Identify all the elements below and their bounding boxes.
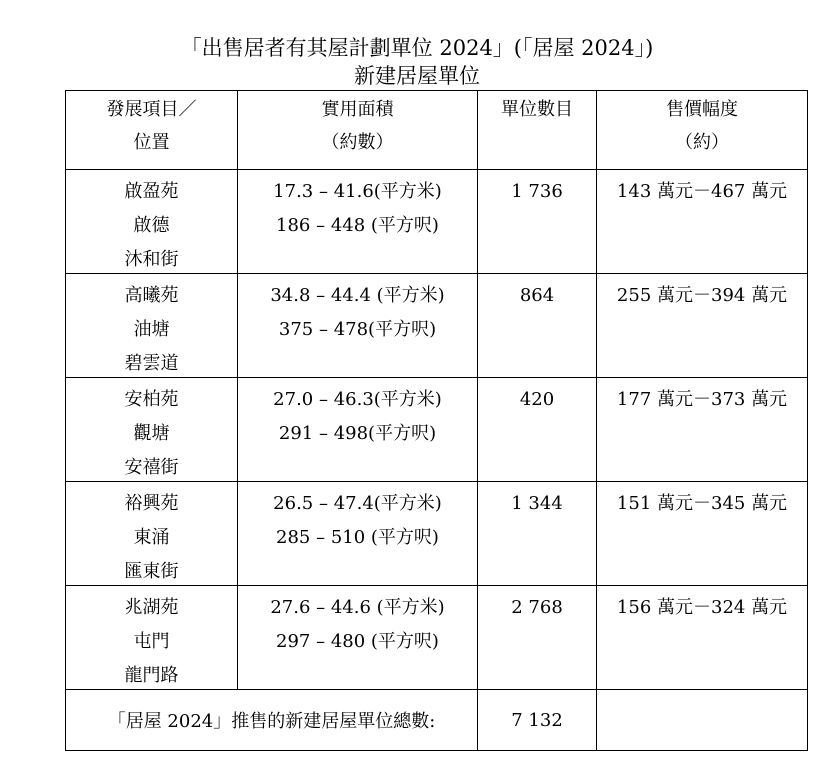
total-label: 「居屋 2024」推售的新建居屋單位總數: — [66, 690, 478, 751]
header-project: 發展項目／ 位置 — [66, 91, 238, 170]
cell-price: 177 萬元－373 萬元 — [597, 378, 808, 482]
cell-units: 864 — [478, 274, 597, 378]
header-price: 售價幅度 （約） — [597, 91, 808, 170]
cell-area: 26.5 – 47.4(平方米) 285 – 510 (平方呎) — [238, 482, 478, 586]
table-row — [66, 378, 808, 482]
cell-area: 27.0 – 46.3(平方米) 291 – 498(平方呎) — [238, 378, 478, 482]
cell-units: 1 736 — [478, 170, 597, 274]
header-area: 實用面積 （約數） — [238, 91, 478, 170]
table-row — [66, 274, 808, 378]
cell-location: 安柏苑 觀塘 安禧街 — [66, 378, 238, 482]
cell-price: 156 萬元－324 萬元 — [597, 586, 808, 690]
table-row — [66, 170, 808, 274]
total-row — [66, 690, 808, 751]
table-row — [66, 586, 808, 690]
cell-price: 255 萬元－394 萬元 — [597, 274, 808, 378]
cell-location: 裕興苑 東涌 匯東街 — [66, 482, 238, 586]
units-table — [65, 90, 808, 751]
cell-units: 420 — [478, 378, 597, 482]
cell-units: 2 768 — [478, 586, 597, 690]
table-header-row — [66, 91, 808, 170]
cell-price: 143 萬元－467 萬元 — [597, 170, 808, 274]
cell-price: 151 萬元－345 萬元 — [597, 482, 808, 586]
cell-area: 17.3 – 41.6(平方米) 186 – 448 (平方呎) — [238, 170, 478, 274]
cell-area: 27.6 – 44.6 (平方米) 297 – 480 (平方呎) — [238, 586, 478, 690]
document-subtitle: 新建居屋單位 — [354, 64, 480, 88]
total-empty-cell — [597, 690, 808, 751]
total-value: 7 132 — [478, 690, 597, 751]
cell-location: 啟盈苑 啟德 沐和街 — [66, 170, 238, 274]
cell-location: 兆湖苑 屯門 龍門路 — [66, 586, 238, 690]
header-units: 單位數目 — [478, 91, 597, 170]
cell-area: 34.8 – 44.4 (平方米) 375 – 478(平方呎) — [238, 274, 478, 378]
cell-location: 高曦苑 油塘 碧雲道 — [66, 274, 238, 378]
table-row — [66, 482, 808, 586]
document-title: 「出售居者有其屋計劃單位 2024」(「居屋 2024」) — [180, 36, 654, 60]
cell-units: 1 344 — [478, 482, 597, 586]
